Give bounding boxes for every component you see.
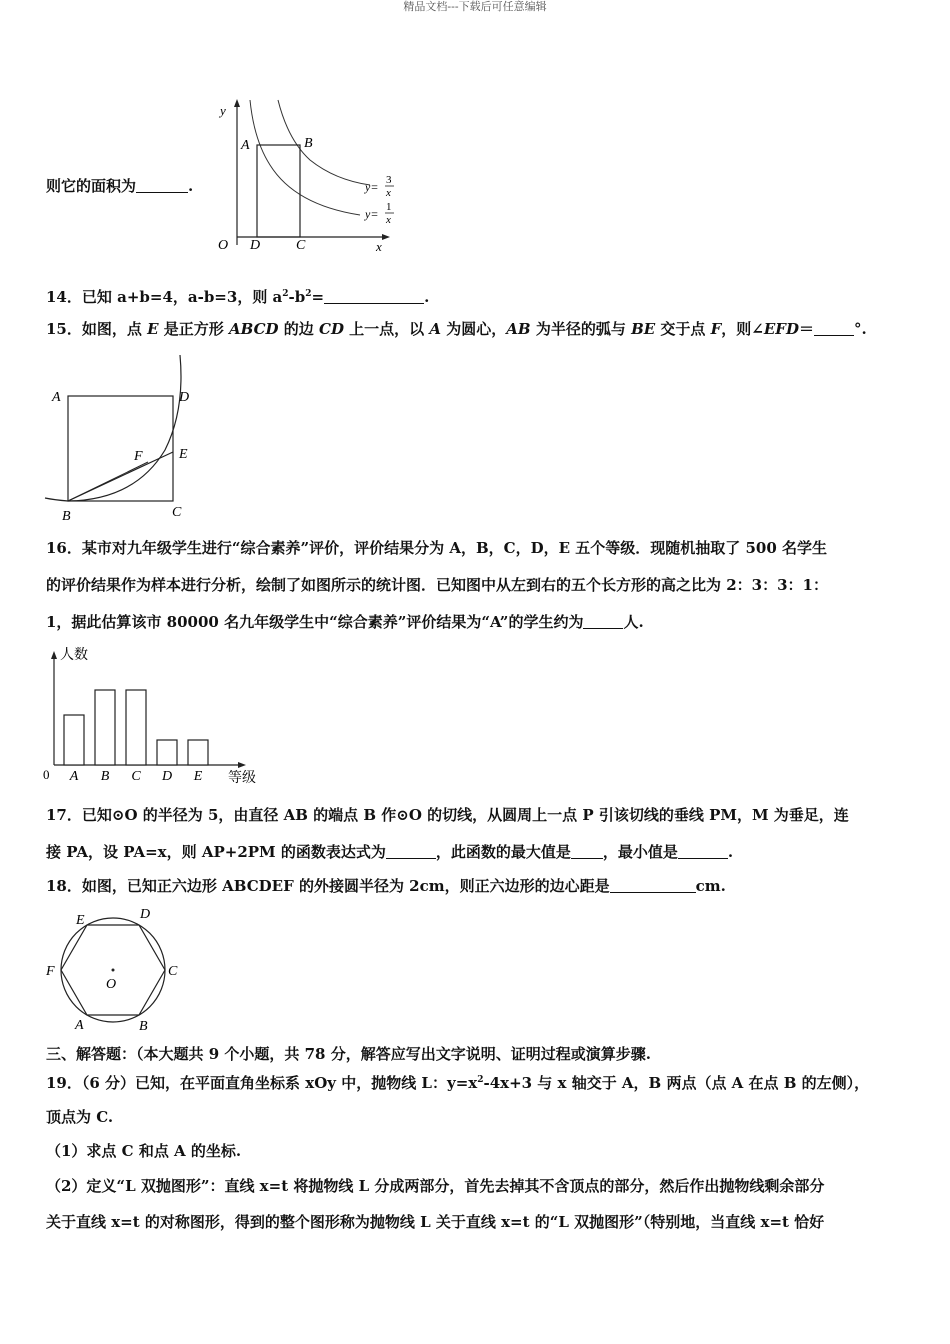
q15-figure	[40, 350, 210, 525]
y-axis-arrow-icon	[234, 99, 240, 107]
x-axis-label: x	[376, 239, 382, 254]
q14-equals: =	[311, 288, 325, 306]
q17-line2	[46, 842, 733, 862]
q17-stem: 接 PA，设 PA=x，则 AP+2PM 的函数表达式为	[46, 843, 386, 861]
q16-tail: 人.	[623, 613, 644, 631]
category-label-c: C	[131, 769, 141, 784]
x-axis-arrow-icon	[238, 762, 246, 768]
point-e-label: E	[76, 913, 85, 928]
bar-d	[157, 740, 177, 765]
curve2-label: y=	[365, 207, 379, 221]
q18-text	[46, 876, 726, 896]
center-o-label: O	[106, 977, 117, 992]
q15-var: EFD	[763, 320, 799, 338]
q17-stem: ，此函数的最大值是	[435, 843, 571, 861]
q14-exponent-1: 2	[282, 289, 289, 299]
q13-text	[46, 176, 193, 196]
curve1-denominator: x	[386, 187, 391, 199]
answer-blank	[814, 320, 854, 336]
q19-line2: 顶点为 C.	[46, 1108, 114, 1126]
curve2-denominator: x	[386, 214, 391, 226]
bar-b	[95, 690, 115, 765]
point-c-label: C	[296, 238, 306, 253]
point-f-label: F	[46, 964, 55, 979]
q15-var: BE	[631, 320, 656, 338]
bar-c	[126, 690, 146, 765]
q17-line1: 17．已知⊙O 的半径为 5，由直径 AB 的端点 B 作⊙O 的切线，从圆周上一点 P 引该切线的垂线 PM，M 为垂足，连	[46, 806, 849, 824]
point-b-label: B	[139, 1019, 148, 1034]
curve-y-3-over-x	[278, 100, 370, 185]
q13-figure	[210, 95, 400, 255]
section-three-heading: 三、解答题：（本大题共 9 个小题，共 78 分，解答应写出文字说明、证明过程或演算步骤.	[46, 1045, 651, 1063]
q15-part: 为半径的弧与	[530, 320, 632, 338]
q14-stem: 14．已知 a+b=4，a-b=3，则 a	[46, 288, 283, 306]
origin-label: 0	[43, 767, 50, 782]
q15-text	[46, 319, 867, 339]
q15-part: 15．如图，点	[46, 320, 148, 338]
answer-blank	[571, 843, 603, 859]
category-label-d: D	[161, 769, 173, 784]
q15-part: 交于点	[655, 320, 711, 338]
q19-part1: （1）求点 C 和点 A 的坐标.	[46, 1142, 242, 1160]
q16-bar-chart	[40, 645, 270, 790]
curve2-numerator: 1	[386, 201, 392, 213]
point-f-label: F	[134, 449, 143, 464]
answer-blank	[324, 288, 424, 304]
q15-var: ABCD	[229, 320, 279, 338]
q15-part: 的边	[278, 320, 319, 338]
point-d-label: D	[140, 907, 151, 922]
q19-part2-line1: （2）定义“L 双抛图形”：直线 x=t 将抛物线 L 分成两部分，首先去掉其不含顶点的部分，然后作出抛物线剩余部分	[46, 1177, 825, 1195]
q14-mid: -b	[288, 288, 306, 306]
curve1-label: y=	[365, 180, 379, 194]
page-header: 精品文档---下载后可任意编辑	[403, 0, 547, 13]
point-d-label: D	[250, 238, 261, 253]
y-axis-arrow-icon	[51, 651, 57, 659]
square-abcd	[68, 396, 173, 501]
q19-exponent: 2	[477, 1075, 484, 1085]
q13-tail: .	[188, 177, 194, 195]
q18-stem: 18．如图，已知正六边形 ABCDEF 的外接圆半径为 2cm，则正六边形的边心距是	[46, 877, 610, 895]
category-label-b: B	[100, 769, 110, 784]
curve1-numerator: 3	[386, 174, 392, 186]
q15-part: 是正方形	[158, 320, 229, 338]
bar-a	[64, 715, 84, 765]
bar-e	[188, 740, 208, 765]
q14-tail: .	[424, 288, 430, 306]
q15-part: ＝	[798, 320, 814, 338]
q19-stem: -4x+3 与 x 轴交于 A，B 两点（点 A 在点 B 的左侧），	[483, 1074, 870, 1092]
answer-blank	[386, 843, 436, 859]
point-b-label: B	[304, 136, 313, 151]
q15-part: 上一点，以	[343, 320, 430, 338]
q14-text	[46, 284, 429, 307]
answer-blank	[610, 877, 696, 893]
answer-blank	[136, 177, 188, 193]
q15-var: AB	[506, 320, 531, 338]
q16-line3	[46, 612, 644, 632]
answer-blank	[678, 843, 728, 859]
q17-tail: .	[727, 843, 734, 861]
point-e-label: E	[179, 447, 188, 462]
point-a-label: A	[52, 390, 61, 405]
q18-figure	[40, 902, 190, 1037]
q13-stem: 则它的面积为	[46, 177, 137, 195]
q17-stem: ，最小值是	[602, 843, 678, 861]
q16-stem: 1，据此估算该市 80000 名九年级学生中“综合素养”评价结果为“A”的学生约为	[46, 613, 584, 631]
origin-label: O	[218, 238, 229, 253]
y-axis-label: y	[220, 103, 226, 118]
point-d-label: D	[179, 390, 190, 405]
q18-tail: cm.	[695, 877, 726, 895]
point-a-label: A	[241, 138, 250, 153]
point-c-label: C	[168, 964, 178, 979]
q15-var: E	[147, 320, 159, 338]
center-point	[112, 969, 115, 972]
category-label-e: E	[193, 769, 203, 784]
q14-exponent-2: 2	[305, 289, 312, 299]
answer-blank	[583, 613, 623, 629]
x-axis-label: 等级	[228, 771, 256, 786]
curve-y-1-over-x	[250, 100, 360, 215]
q19-line1	[46, 1070, 869, 1093]
q19-stem: 19．（6 分）已知，在平面直角坐标系 xOy 中，抛物线 L：y=x	[46, 1074, 478, 1092]
point-b-label: B	[62, 509, 71, 524]
point-c-label: C	[172, 505, 182, 520]
q15-var: CD	[319, 320, 344, 338]
q15-part: 为圆心，	[441, 320, 507, 338]
q15-var: A	[429, 320, 442, 338]
q16-line2: 的评价结果作为样本进行分析，绘制了如图所示的统计图．已知图中从左到右的五个长方形的高之比为 2：3：3：1：	[46, 576, 828, 594]
q16-line1: 16．某市对九年级学生进行“综合素养”评价，评价结果分为 A，B，C，D，E 五个等级．现随机抽取了 500 名学生	[46, 539, 828, 557]
point-a-label: A	[75, 1018, 84, 1033]
q15-var: F	[710, 320, 722, 338]
q15-tail: °.	[853, 320, 867, 338]
q19-part2-line2: 关于直线 x=t 的对称图形，得到的整个图形称为抛物线 L 关于直线 x=t 的“L 双抛图形”（特别地，当直线 x=t 恰好	[46, 1213, 825, 1231]
y-axis-label: 人数	[60, 648, 88, 663]
x-axis-arrow-icon	[382, 234, 390, 240]
rectangle-abcd	[257, 145, 300, 237]
q15-part: ，则∠	[721, 320, 764, 338]
category-label-a: A	[69, 769, 79, 784]
